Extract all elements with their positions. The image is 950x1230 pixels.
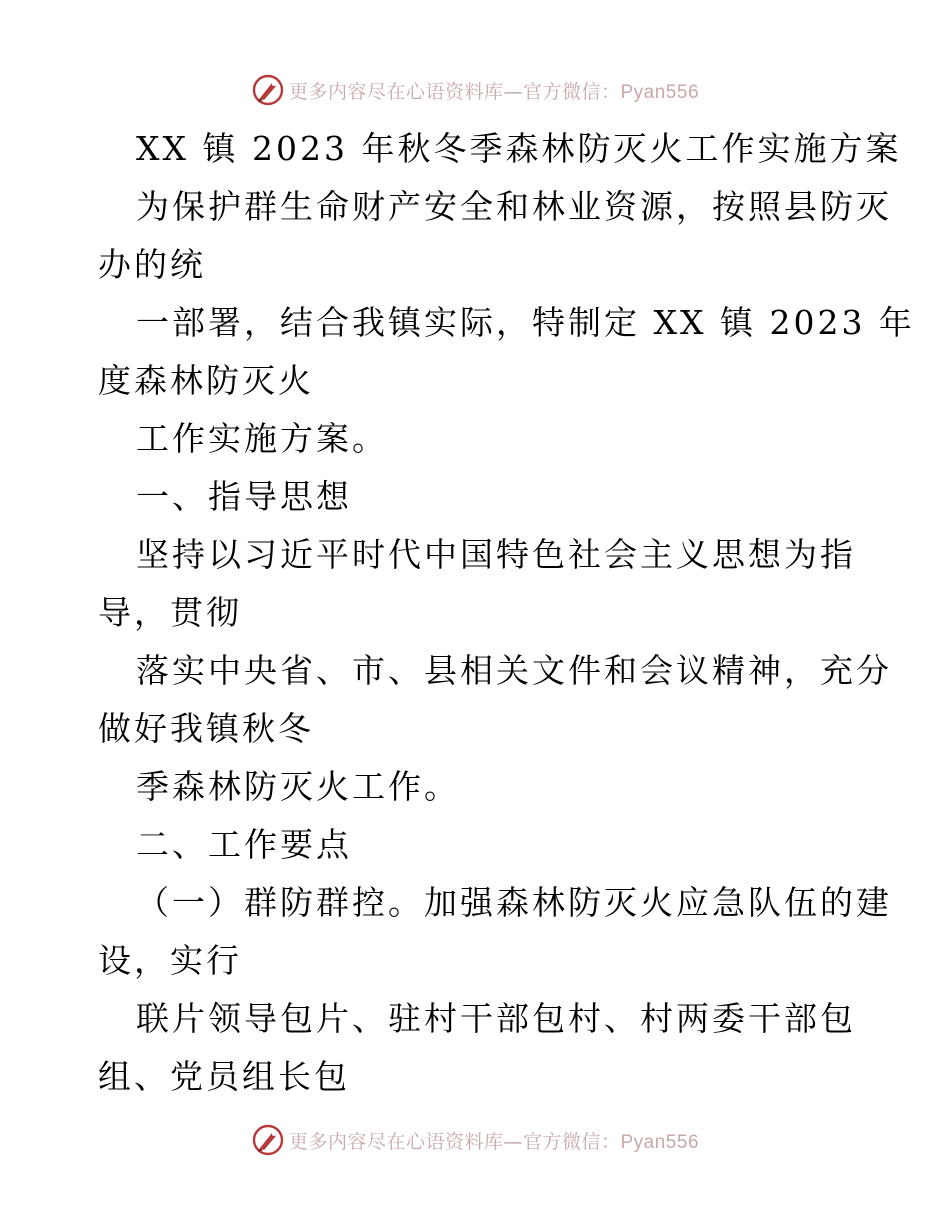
paragraph-line: 坚持以习近平时代中国特色社会主义思想为指 [136, 535, 856, 574]
paragraph-line: 度森林防灭火 [98, 361, 314, 400]
paragraph-line: 组、党员组长包 [98, 1057, 350, 1096]
paragraph-line: 设，实行 [98, 941, 242, 980]
section-heading: 二、工作要点 [136, 825, 352, 864]
watermark-text: 更多内容尽在心语资料库—官方微信：Pyan556 [288, 80, 700, 103]
pen-seal-icon [251, 73, 285, 107]
header-watermark [0, 70, 950, 110]
document-title: XX 镇 2023 年秋冬季森林防灭火工作实施方案 [136, 129, 902, 168]
paragraph-line: （一）群防群控。加强森林防灭火应急队伍的建 [136, 883, 892, 922]
pen-seal-icon [251, 1123, 285, 1157]
paragraph-line: 办的统 [98, 245, 206, 284]
paragraph-line: 季森林防灭火工作。 [136, 767, 460, 806]
watermark-text: 更多内容尽在心语资料库—官方微信：Pyan556 [288, 1130, 700, 1153]
paragraph-line: 做好我镇秋冬 [98, 709, 314, 748]
document-body [98, 120, 915, 1106]
section-heading: 一、指导思想 [136, 477, 352, 516]
paragraph-line: 工作实施方案。 [136, 419, 388, 458]
paragraph-line: 联片领导包片、驻村干部包村、村两委干部包 [136, 999, 856, 1038]
paragraph-line: 落实中央省、市、县相关文件和会议精神，充分 [136, 651, 892, 690]
footer-watermark [0, 1120, 950, 1160]
paragraph-line: 一部署，结合我镇实际，特制定 XX 镇 2023 年 [136, 303, 915, 342]
paragraph-line: 为保护群生命财产安全和林业资源，按照县防灭 [136, 187, 892, 226]
paragraph-line: 导，贯彻 [98, 593, 242, 632]
